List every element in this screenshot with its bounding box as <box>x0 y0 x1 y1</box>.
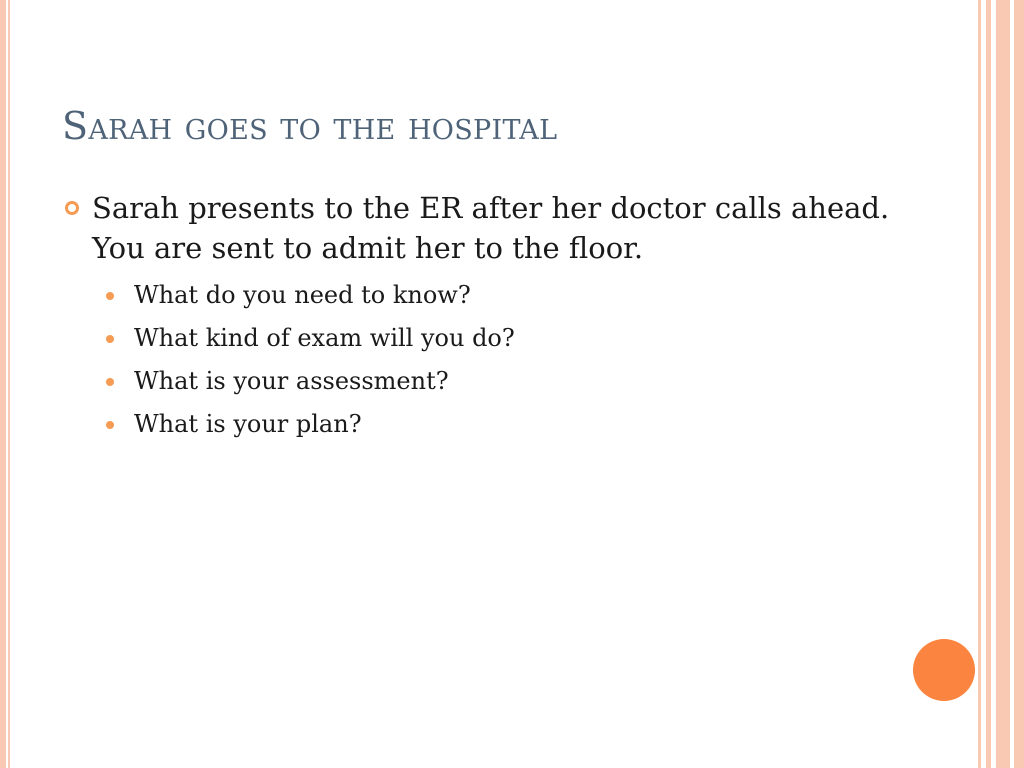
left-border-stripe <box>0 0 6 768</box>
sub-bullet-item <box>62 403 922 446</box>
main-bullet <box>62 188 922 268</box>
sub-bullet-text: What kind of exam will you do? <box>134 324 515 352</box>
sub-bullet-item <box>62 360 922 403</box>
right-border-stripe <box>986 0 991 768</box>
decorative-circle <box>913 639 975 701</box>
dot-bullet-icon <box>106 292 114 300</box>
dot-bullet-icon <box>106 421 114 429</box>
main-bullet-text: Sarah presents to the ER after her doctor calls ahead. You are sent to admit her to the floor. <box>92 191 890 265</box>
dot-bullet-icon <box>106 378 114 386</box>
sub-bullet-item <box>62 317 922 360</box>
sub-bullet-text: What is your assessment? <box>134 367 449 395</box>
sub-bullet-item <box>62 274 922 317</box>
slide-title: Sarah goes to the hospital <box>62 104 558 148</box>
right-border-stripe <box>978 0 981 768</box>
sub-bullet-text: What do you need to know? <box>134 281 471 309</box>
left-border-stripe-thin <box>8 0 10 768</box>
slide-content <box>62 188 922 446</box>
ring-bullet-icon <box>65 201 79 215</box>
dot-bullet-icon <box>106 335 114 343</box>
sub-bullet-text: What is your plan? <box>134 410 362 438</box>
right-border-stripe <box>996 0 1010 768</box>
sub-bullet-list <box>62 274 922 446</box>
right-border-stripe <box>1014 0 1024 768</box>
